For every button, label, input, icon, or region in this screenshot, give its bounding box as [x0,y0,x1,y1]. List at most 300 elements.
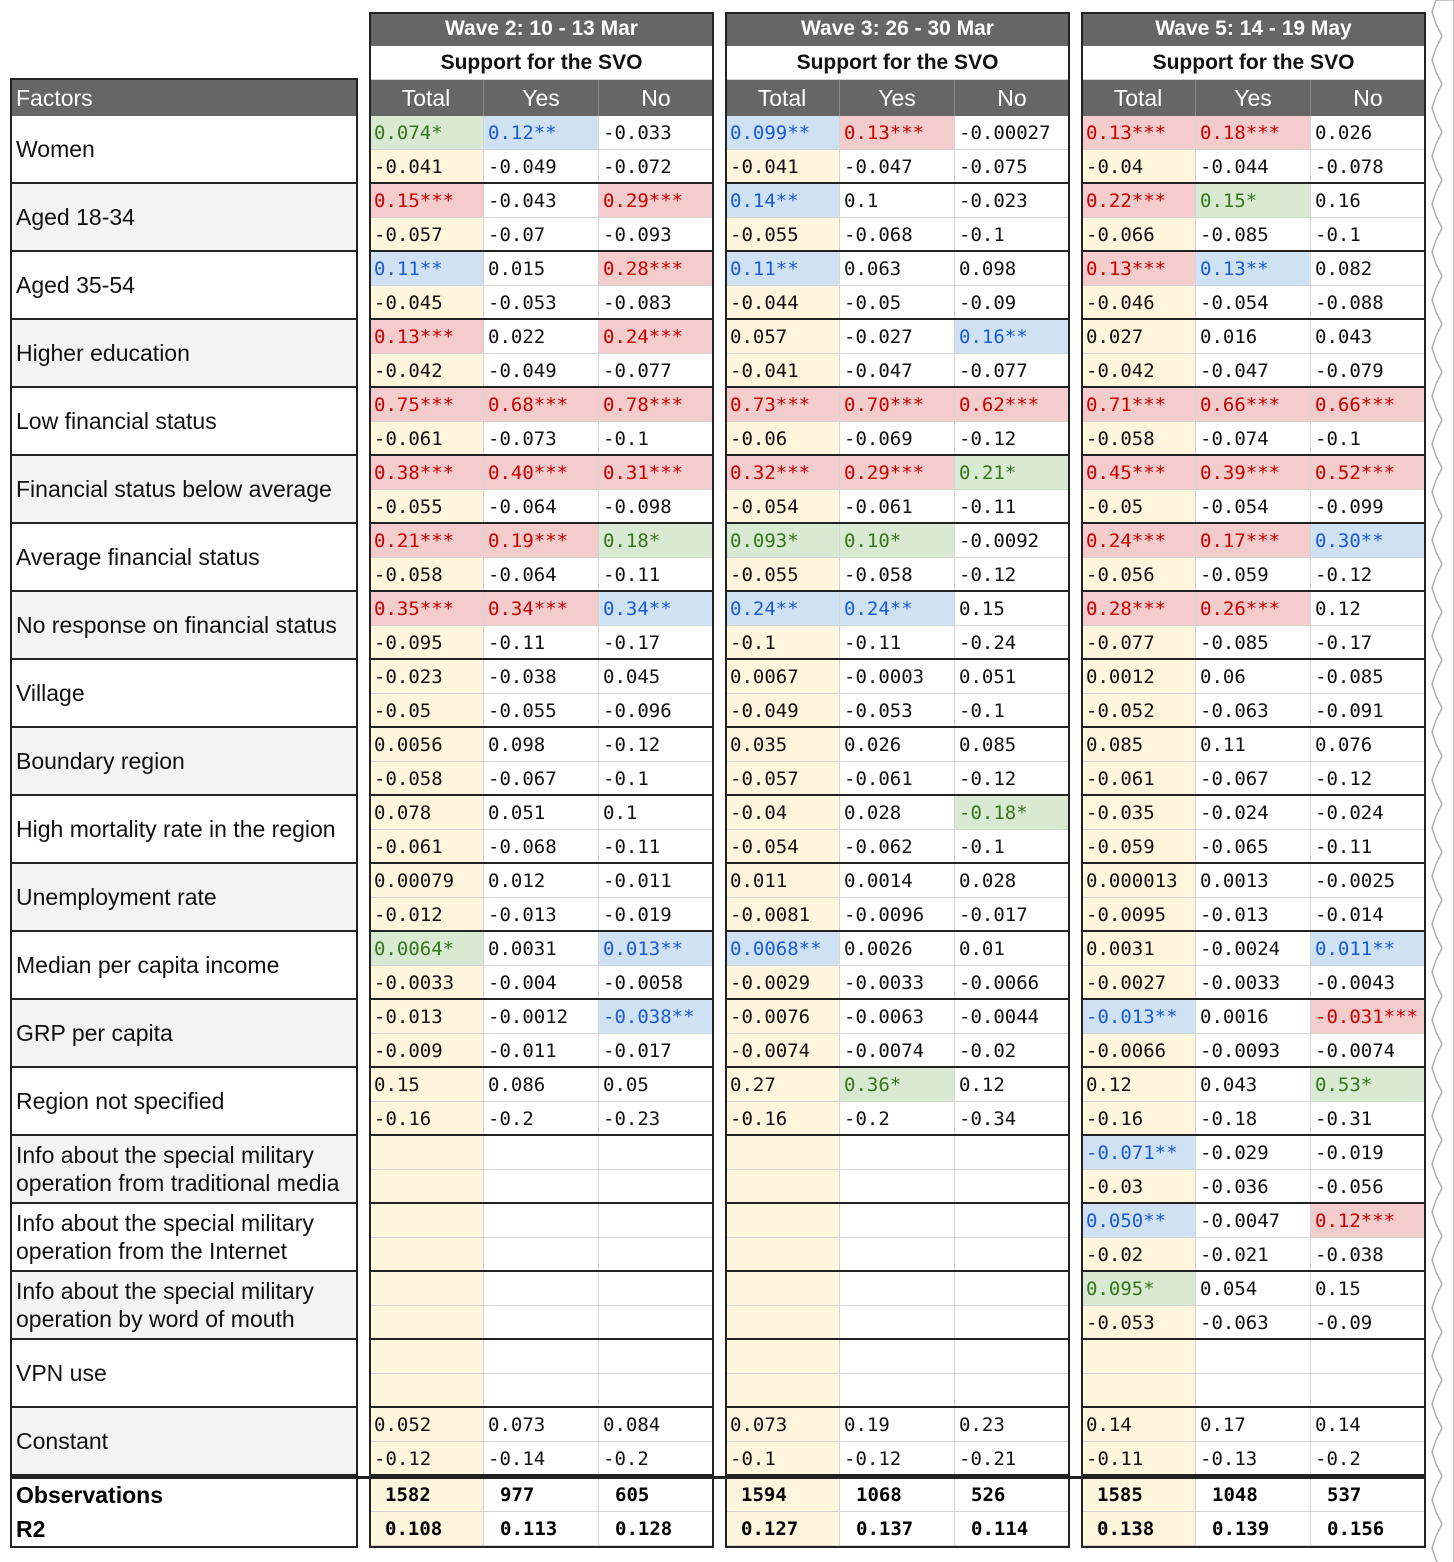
coefficient-cell: -0.085 [1311,660,1426,694]
coefficient-cell: 0.1 [599,796,714,830]
standard-error-cell: -0.05 [840,286,955,320]
standard-error-cell: -0.34 [955,1102,1070,1136]
coefficient-cell: 0.62*** [955,388,1070,422]
standard-error-cell: -0.062 [840,830,955,864]
column-header-no: No [955,80,1070,116]
coefficient-cell: -0.033 [599,116,714,150]
standard-error-cell: -0.077 [1081,626,1196,660]
standard-error-cell [369,1306,484,1340]
standard-error-cell [369,1170,484,1204]
standard-error-cell: -0.068 [840,218,955,252]
standard-error-cell: -0.16 [1081,1102,1196,1136]
standard-error-cell: -0.045 [369,286,484,320]
coefficient-cell: 0.050** [1081,1204,1196,1238]
factor-label: Average financial status [10,524,358,592]
coefficient-cell: -0.0063 [840,1000,955,1034]
standard-error-cell: -0.05 [1081,490,1196,524]
observations-value: 1048 [1196,1478,1311,1512]
standard-error-cell [599,1374,714,1408]
standard-error-cell: -0.049 [484,150,599,184]
standard-error-cell: -0.055 [369,490,484,524]
standard-error-cell: -0.019 [599,898,714,932]
standard-error-cell: -0.0066 [1081,1034,1196,1068]
standard-error-cell [484,1306,599,1340]
factor-label: Constant [10,1408,358,1476]
r2-value: 0.137 [840,1512,955,1546]
coefficient-cell [369,1340,484,1374]
coefficient-cell: 0.0012 [1081,660,1196,694]
coefficient-cell: 0.17*** [1196,524,1311,558]
standard-error-cell: -0.0043 [1311,966,1426,1000]
factor-label: Women [10,116,358,184]
standard-error-cell: -0.041 [725,150,840,184]
standard-error-cell: -0.091 [1311,694,1426,728]
standard-error-cell: -0.11 [599,830,714,864]
standard-error-cell: -0.31 [1311,1102,1426,1136]
coefficient-cell: 0.086 [484,1068,599,1102]
coefficient-cell: 0.35*** [369,592,484,626]
standard-error-cell: -0.1 [1311,422,1426,456]
wave-subtitle: Support for the SVO [369,46,714,80]
coefficient-cell: -0.0025 [1311,864,1426,898]
coefficient-cell: 0.0067 [725,660,840,694]
standard-error-cell: -0.044 [1196,150,1311,184]
coefficient-cell: 0.0016 [1196,1000,1311,1034]
standard-error-cell: -0.054 [725,490,840,524]
coefficient-cell: 0.052 [369,1408,484,1442]
coefficient-cell: 0.21* [955,456,1070,490]
standard-error-cell: -0.096 [599,694,714,728]
factor-label: Info about the special military operation by word of mouth [10,1272,358,1340]
coefficient-cell: 0.14 [1311,1408,1426,1442]
standard-error-cell: -0.054 [1196,286,1311,320]
standard-error-cell [1081,1374,1196,1408]
coefficient-cell: 0.06 [1196,660,1311,694]
standard-error-cell: -0.21 [955,1442,1070,1476]
coefficient-cell: 0.085 [955,728,1070,762]
factor-label: Region not specified [10,1068,358,1136]
factor-label: Info about the special military operation from the Internet [10,1204,358,1272]
coefficient-cell: 0.099** [725,116,840,150]
coefficient-cell [369,1136,484,1170]
standard-error-cell [369,1238,484,1272]
coefficient-cell: 0.23 [955,1408,1070,1442]
column-header-yes: Yes [1196,80,1311,116]
coefficient-cell: 0.074* [369,116,484,150]
coefficient-cell: 0.14 [1081,1408,1196,1442]
factor-label: Aged 18-34 [10,184,358,252]
standard-error-cell: -0.064 [484,490,599,524]
coefficient-cell: -0.04 [725,796,840,830]
standard-error-cell: -0.0096 [840,898,955,932]
wave-subtitle: Support for the SVO [1081,46,1426,80]
coefficient-cell: -0.038 [484,660,599,694]
coefficient-cell: 0.29*** [599,184,714,218]
standard-error-cell: -0.0074 [725,1034,840,1068]
standard-error-cell: -0.0074 [1311,1034,1426,1068]
observations-value: 526 [955,1478,1070,1512]
coefficient-cell: 0.12** [484,116,599,150]
coefficient-cell: 0.051 [484,796,599,830]
coefficient-cell: 0.028 [955,864,1070,898]
torn-edge [1428,0,1454,1562]
standard-error-cell: -0.12 [955,558,1070,592]
standard-error-cell: -0.047 [840,150,955,184]
standard-error-cell [599,1170,714,1204]
standard-error-cell: -0.09 [955,286,1070,320]
column-header-yes: Yes [840,80,955,116]
standard-error-cell: -0.046 [1081,286,1196,320]
coefficient-cell: 0.022 [484,320,599,354]
standard-error-cell [840,1170,955,1204]
coefficient-cell: 0.16 [1311,184,1426,218]
standard-error-cell: -0.0095 [1081,898,1196,932]
coefficient-cell: 0.38*** [369,456,484,490]
coefficient-cell: -0.0047 [1196,1204,1311,1238]
standard-error-cell: -0.085 [1196,626,1311,660]
standard-error-cell [484,1374,599,1408]
standard-error-cell: -0.05 [369,694,484,728]
coefficient-cell: 0.13*** [1081,116,1196,150]
coefficient-cell: 0.026 [1311,116,1426,150]
standard-error-cell: -0.055 [484,694,599,728]
coefficient-cell [725,1272,840,1306]
standard-error-cell: -0.078 [1311,150,1426,184]
standard-error-cell: -0.056 [1311,1170,1426,1204]
column-header-total: Total [725,80,840,116]
standard-error-cell: -0.011 [484,1034,599,1068]
standard-error-cell: -0.041 [369,150,484,184]
coefficient-cell: 0.016 [1196,320,1311,354]
standard-error-cell [955,1306,1070,1340]
coefficient-cell: -0.023 [369,660,484,694]
coefficient-cell: 0.084 [599,1408,714,1442]
coefficient-cell [725,1136,840,1170]
coefficient-cell: -0.043 [484,184,599,218]
wave-title: Wave 5: 14 - 19 May [1081,12,1426,46]
coefficient-cell: -0.011 [599,864,714,898]
coefficient-cell: 0.27 [725,1068,840,1102]
standard-error-cell: -0.066 [1081,218,1196,252]
standard-error-cell: -0.061 [840,762,955,796]
standard-error-cell [369,1374,484,1408]
standard-error-cell: -0.004 [484,966,599,1000]
standard-error-cell: -0.1 [599,762,714,796]
coefficient-cell [955,1340,1070,1374]
coefficient-cell: -0.013 [369,1000,484,1034]
standard-error-cell: -0.064 [484,558,599,592]
coefficient-cell: -0.038** [599,1000,714,1034]
standard-error-cell: -0.02 [955,1034,1070,1068]
coefficient-cell: 0.36* [840,1068,955,1102]
standard-error-cell: -0.059 [1196,558,1311,592]
coefficient-cell: 0.028 [840,796,955,830]
r2-value: 0.139 [1196,1512,1311,1546]
standard-error-cell [840,1306,955,1340]
coefficient-cell: 0.011** [1311,932,1426,966]
coefficient-cell: 0.18*** [1196,116,1311,150]
standard-error-cell: -0.11 [955,490,1070,524]
standard-error-cell: -0.054 [725,830,840,864]
coefficient-cell: 0.13*** [840,116,955,150]
coefficient-cell: -0.12 [599,728,714,762]
coefficient-cell: 0.75*** [369,388,484,422]
coefficient-cell: 0.52*** [1311,456,1426,490]
column-header-total: Total [369,80,484,116]
coefficient-cell: 0.45*** [1081,456,1196,490]
standard-error-cell: -0.24 [955,626,1070,660]
standard-error-cell: -0.2 [1311,1442,1426,1476]
coefficient-cell: -0.0092 [955,524,1070,558]
coefficient-cell: -0.18* [955,796,1070,830]
coefficient-cell: 0.0031 [484,932,599,966]
coefficient-cell: 0.32*** [725,456,840,490]
coefficient-cell: 0.035 [725,728,840,762]
standard-error-cell: -0.0029 [725,966,840,1000]
coefficient-cell: 0.051 [955,660,1070,694]
factor-label: VPN use [10,1340,358,1408]
standard-error-cell: -0.042 [1081,354,1196,388]
standard-error-cell: -0.098 [599,490,714,524]
factor-label: Aged 35-54 [10,252,358,320]
coefficient-cell: 0.68*** [484,388,599,422]
coefficient-cell: 0.026 [840,728,955,762]
coefficient-cell: -0.019 [1311,1136,1426,1170]
standard-error-cell: -0.083 [599,286,714,320]
coefficient-cell: 0.098 [484,728,599,762]
coefficient-cell [840,1272,955,1306]
coefficient-cell [369,1272,484,1306]
standard-error-cell: -0.049 [725,694,840,728]
coefficient-cell: 0.30** [1311,524,1426,558]
standard-error-cell: -0.17 [599,626,714,660]
coefficient-cell: 0.66*** [1196,388,1311,422]
standard-error-cell: -0.068 [484,830,599,864]
standard-error-cell: -0.0066 [955,966,1070,1000]
coefficient-cell [725,1340,840,1374]
standard-error-cell: -0.077 [955,354,1070,388]
coefficient-cell: 0.054 [1196,1272,1311,1306]
coefficient-cell: 0.19*** [484,524,599,558]
standard-error-cell: -0.12 [1311,558,1426,592]
coefficient-cell: 0.0014 [840,864,955,898]
coefficient-cell: -0.024 [1311,796,1426,830]
standard-error-cell: -0.12 [955,762,1070,796]
coefficient-cell: 0.073 [484,1408,599,1442]
coefficient-cell: 0.24*** [599,320,714,354]
coefficient-cell: 0.13*** [1081,252,1196,286]
coefficient-cell: 0.16** [955,320,1070,354]
standard-error-cell: -0.02 [1081,1238,1196,1272]
coefficient-cell: -0.0012 [484,1000,599,1034]
r2-value: 0.127 [725,1512,840,1546]
standard-error-cell [955,1170,1070,1204]
coefficient-cell: 0.17 [1196,1408,1311,1442]
coefficient-cell [840,1204,955,1238]
factors-header: Factors [10,80,358,116]
coefficient-cell: 0.24*** [1081,524,1196,558]
coefficient-cell: 0.15* [1196,184,1311,218]
standard-error-cell: -0.055 [725,558,840,592]
coefficient-cell: 0.11 [1196,728,1311,762]
coefficient-cell: 0.085 [1081,728,1196,762]
standard-error-cell: -0.065 [1196,830,1311,864]
standard-error-cell: -0.044 [725,286,840,320]
standard-error-cell: -0.099 [1311,490,1426,524]
coefficient-cell: 0.045 [599,660,714,694]
coefficient-cell [369,1204,484,1238]
coefficient-cell: 0.076 [1311,728,1426,762]
coefficient-cell: 0.043 [1311,320,1426,354]
standard-error-cell: -0.0033 [1196,966,1311,1000]
coefficient-cell [1196,1340,1311,1374]
standard-error-cell [725,1374,840,1408]
coefficient-cell [840,1136,955,1170]
standard-error-cell: -0.075 [955,150,1070,184]
coefficient-cell [955,1272,1070,1306]
coefficient-cell: 0.12*** [1311,1204,1426,1238]
standard-error-cell: -0.095 [369,626,484,660]
standard-error-cell: -0.012 [369,898,484,932]
standard-error-cell: -0.1 [725,626,840,660]
standard-error-cell [840,1238,955,1272]
standard-error-cell [1311,1374,1426,1408]
coefficient-cell: -0.0076 [725,1000,840,1034]
standard-error-cell: -0.2 [840,1102,955,1136]
factor-label: Low financial status [10,388,358,456]
standard-error-cell: -0.013 [484,898,599,932]
standard-error-cell: -0.088 [1311,286,1426,320]
standard-error-cell [840,1374,955,1408]
standard-error-cell: -0.23 [599,1102,714,1136]
coefficient-cell: 0.40*** [484,456,599,490]
standard-error-cell: -0.085 [1196,218,1311,252]
coefficient-cell: 0.12 [1081,1068,1196,1102]
coefficient-cell: 0.073 [725,1408,840,1442]
r2-label: R2 [16,1516,46,1542]
observations-value: 1594 [725,1478,840,1512]
coefficient-cell: -0.013** [1081,1000,1196,1034]
coefficient-cell: 0.73*** [725,388,840,422]
standard-error-cell: -0.069 [840,422,955,456]
coefficient-cell: 0.057 [725,320,840,354]
coefficient-cell: 0.34** [599,592,714,626]
factor-label: Unemployment rate [10,864,358,932]
standard-error-cell: -0.079 [1311,354,1426,388]
standard-error-cell: -0.11 [1311,830,1426,864]
standard-error-cell: -0.0074 [840,1034,955,1068]
coefficient-cell [599,1136,714,1170]
standard-error-cell: -0.072 [599,150,714,184]
standard-error-cell: -0.063 [1196,1306,1311,1340]
coefficient-cell [725,1204,840,1238]
standard-error-cell: -0.09 [1311,1306,1426,1340]
observations-value: 537 [1311,1478,1426,1512]
observations-label: Observations [16,1482,163,1508]
standard-error-cell: -0.059 [1081,830,1196,864]
standard-error-cell: -0.074 [1196,422,1311,456]
coefficient-cell [599,1272,714,1306]
standard-error-cell: -0.056 [1081,558,1196,592]
observations-value: 1585 [1081,1478,1196,1512]
r2-value: 0.113 [484,1512,599,1546]
coefficient-cell: 0.10* [840,524,955,558]
standard-error-cell: -0.077 [599,354,714,388]
coefficient-cell: 0.027 [1081,320,1196,354]
coefficient-cell: 0.13** [1196,252,1311,286]
standard-error-cell: -0.067 [484,762,599,796]
observations-value: 1582 [369,1478,484,1512]
coefficient-cell: 0.015 [484,252,599,286]
wave-title: Wave 3: 26 - 30 Mar [725,12,1070,46]
standard-error-cell [725,1170,840,1204]
standard-error-cell [725,1238,840,1272]
coefficient-cell: 0.11** [725,252,840,286]
factor-label: Financial status below average [10,456,358,524]
standard-error-cell: -0.11 [840,626,955,660]
coefficient-cell: 0.24** [840,592,955,626]
standard-error-cell: -0.2 [484,1102,599,1136]
standard-error-cell [725,1306,840,1340]
coefficient-cell [484,1272,599,1306]
factor-label: Village [10,660,358,728]
observations-value: 605 [599,1478,714,1512]
coefficient-cell: 0.53* [1311,1068,1426,1102]
standard-error-cell: -0.0033 [369,966,484,1000]
coefficient-cell: 0.05 [599,1068,714,1102]
observations-value: 1068 [840,1478,955,1512]
coefficient-cell [484,1136,599,1170]
standard-error-cell [1196,1374,1311,1408]
standard-error-cell: -0.041 [725,354,840,388]
coefficient-cell: 0.26*** [1196,592,1311,626]
coefficient-cell [955,1136,1070,1170]
factor-label: Median per capita income [10,932,358,1000]
coefficient-cell: 0.063 [840,252,955,286]
standard-error-cell: -0.17 [1311,626,1426,660]
standard-error-cell: -0.053 [484,286,599,320]
standard-error-cell: -0.052 [1081,694,1196,728]
standard-error-cell: -0.054 [1196,490,1311,524]
standard-error-cell: -0.055 [725,218,840,252]
coefficient-cell: 0.000013 [1081,864,1196,898]
coefficient-cell: 0.095* [1081,1272,1196,1306]
r2-value: 0.108 [369,1512,484,1546]
coefficient-cell: 0.19 [840,1408,955,1442]
standard-error-cell: -0.1 [955,218,1070,252]
coefficient-cell: 0.28*** [599,252,714,286]
standard-error-cell: -0.057 [725,762,840,796]
standard-error-cell: -0.014 [1311,898,1426,932]
standard-error-cell: -0.12 [369,1442,484,1476]
factor-label: No response on financial status [10,592,358,660]
standard-error-cell: -0.049 [484,354,599,388]
column-header-yes: Yes [484,80,599,116]
coefficient-cell: 0.11** [369,252,484,286]
coefficient-cell: 0.70*** [840,388,955,422]
coefficient-cell: 0.01 [955,932,1070,966]
coefficient-cell: -0.0003 [840,660,955,694]
coefficient-cell: -0.0024 [1196,932,1311,966]
standard-error-cell: -0.057 [369,218,484,252]
coefficient-cell: -0.031*** [1311,1000,1426,1034]
coefficient-cell [484,1204,599,1238]
coefficient-cell: 0.12 [955,1068,1070,1102]
coefficient-cell: 0.15 [369,1068,484,1102]
column-header-no: No [1311,80,1426,116]
coefficient-cell [955,1204,1070,1238]
coefficient-cell [484,1340,599,1374]
